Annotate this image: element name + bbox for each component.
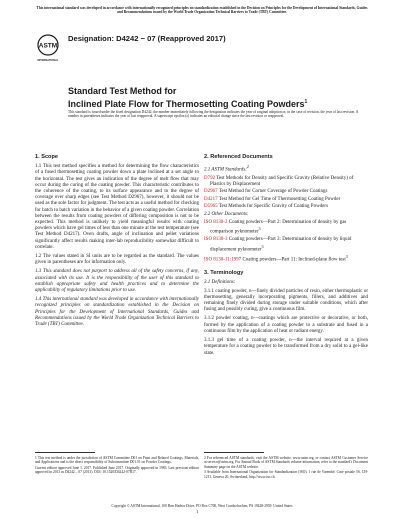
ref-mark: 3 bbox=[345, 254, 348, 260]
ref-iso-2[interactable] bbox=[204, 254, 368, 264]
ref-iso-0[interactable] bbox=[204, 220, 368, 236]
footnote-2: 2 For referenced ASTM standards, visit the ASTM website, www.astm.org, or contact ASTM Customer Service at service@astm.org. For Annual Book of ASTM Standards volume information, refer to the standard's Document Summary page on the ASTM website. bbox=[204, 456, 368, 469]
definition-powder-coating: 3.1.2 powder coating, n—coatings which are protective or decorative, or both, formed by the application of a coating powder to a substrate and fused in a continuous film by the application of heat or radiant energy. bbox=[204, 316, 368, 334]
ref-text: Test Methods for Specific Gravity of Coating Powders bbox=[218, 203, 329, 209]
logo-text: ASTM bbox=[38, 42, 58, 50]
ref-code[interactable]: ISO 8130-3 bbox=[204, 237, 228, 243]
definition-coating-powder: 3.1.1 coating powder, n—finely divided particles of resin, either thermoplastic or thermosetting, generally incorporating pigments, fillers, and additives and remaining finely divided during storage under suitable conditions, which after fusing and possibly curing, give a continuous film. bbox=[204, 288, 368, 313]
ref-text: Test Methods for Density and Specific Gravity (Relative Density) of Plastics by Displacement bbox=[210, 176, 354, 188]
scope-1-1: 1.1 This test method specifies a method for determining the flow characteristics of a fused thermosetting coating powder down a plate inclined at a set angle to the horizontal. The test gives an indication of the degree of melt flow that may occur during the curing of the coating powder. This characteristic contributes to the coherence of the coating, to its surface appearance and to the degree of coverage over sharp edges (see Test Method D2967), however, it should not be used as the sole factor for judgment. The test acts as a useful method for checking for batch to batch variation in the behavior of a given coating powder. Correlation between the results from coating powders of differing composition is not to be expected. This method is unlikely to yield meaningful results with coating powders which have gel times of less than one minute at the test temperature (see Test Method D4217). Oven drafts, angle of inclination and pellet variations significantly affect results making inter-lab reproducibility somewhat difficult to correlate. bbox=[35, 164, 199, 250]
ref-mark: 3 bbox=[261, 243, 264, 249]
left-column bbox=[35, 154, 199, 331]
ref-text: Coating powders—Part 3: Determination of density by liquid displacement pyknometer bbox=[210, 237, 352, 253]
copyright-line: Copyright © ASTM International, 100 Barr Harbor Drive, PO Box C700, West Conshohocken, PA 19428-2959. United States bbox=[111, 504, 293, 508]
title-line-2 bbox=[68, 97, 368, 110]
ref-text: Test Method for Gel Time of Thermosetting Coating Powder bbox=[218, 196, 341, 202]
footnote-rule-left bbox=[35, 452, 95, 453]
ref-text: Coating powders—Part 2: Determination of density by gas comparison pyknometer bbox=[210, 220, 347, 236]
ref-code[interactable]: ISO 8130-11:1997 bbox=[204, 258, 242, 264]
terminology-heading: 3. Terminology bbox=[204, 270, 244, 277]
ref-code[interactable]: D2967 bbox=[204, 189, 218, 195]
ref-code[interactable]: D792 bbox=[204, 176, 216, 182]
references-heading: 2. Referenced Documents bbox=[204, 154, 273, 160]
definition-gel-time: 3.1.3 gel time of a coating powder, n—the interval required at a given temperature for a coating powder to be transformed from a dry solid to a gel-like state. bbox=[204, 338, 368, 356]
issuance-note: This standard is issued under the fixed designation D4242; the number immediately following the designation indicates the year of original adoption or, in the case of revision, the year of last revision. A number in parentheses indicates the year of last reapproval. A superscript epsilon (ε) indicates an editorial change since the last revision or reapproval. bbox=[68, 110, 359, 119]
footnote-rule-right bbox=[204, 452, 264, 453]
scope-1-3: 1.3 This standard does not purport to address all of the safety concerns, if any, associated with its use. It is the responsibility of the user of this standard to establish appropriate safety and health practices and to determine the applicability of regulatory limitations prior to use. bbox=[35, 269, 199, 294]
ref-text: Test Method for Corner Coverage of Powder Coatings bbox=[218, 189, 328, 195]
wto-notice: This international standard was developed in accordance with internationally recognized principles on standardization established in the Decision on Principles for the Development of International Standards, Guides and Recommendations issued by the World Trade Organization Technical Barriers to Trade (TBT) Committee. bbox=[36, 6, 368, 15]
astm-standards-label bbox=[204, 164, 368, 174]
footnote-edition: Current edition approved June 1, 2017. Published June 2017. Originally approved in 1983. Last previous edition approved in 2013 as D4242 – 07 (2013). DOI: 10.1520/D4242-07R17. bbox=[35, 466, 199, 475]
right-column bbox=[204, 154, 368, 360]
astm-logo bbox=[36, 34, 60, 64]
scope-1-4: 1.4 This international standard was developed in accordance with internationally recognized principles on standardization established in the Decision on Principles for the Development of International Standards, Guides and Recommendations issued by the World Trade Organization Technical Barriers to Trade (TBT) Committee. bbox=[35, 297, 199, 328]
ref-astm-0[interactable] bbox=[204, 176, 368, 188]
astm-standards-mark: 2 bbox=[246, 164, 249, 170]
ref-iso-1[interactable] bbox=[204, 237, 368, 253]
footnotes-right bbox=[204, 456, 368, 480]
designation: Designation: D4242 − 07 (Reapproved 2017) bbox=[68, 34, 226, 43]
footnote-1: 1 This test method is under the jurisdiction of ASTM Committee D01 on Paint and Related Coatings, Materials, and Applications and is the direct responsibility of Subcommittee D01.51 on Powder Coatings. bbox=[35, 456, 199, 465]
ref-astm-1[interactable] bbox=[204, 189, 368, 195]
ref-astm-2[interactable] bbox=[204, 197, 368, 203]
document-title bbox=[68, 86, 368, 110]
ref-code[interactable]: D5965 bbox=[204, 203, 218, 209]
title-line-2-text: Inclined Plate Flow for Thermosetting Coating Powders bbox=[68, 99, 305, 109]
ref-mark: 3 bbox=[258, 226, 261, 232]
footnotes-left bbox=[35, 456, 199, 476]
ref-code[interactable]: ISO 8130-2 bbox=[204, 220, 228, 226]
scope-1-2: 1.2 The values stated in SI units are to be regarded as the standard. The values given in parentheses are for information only. bbox=[35, 254, 199, 266]
ref-text: Coating powders—Part 11: Inclined-plane flow test bbox=[242, 258, 346, 264]
title-line-1: Standard Test Method for bbox=[68, 86, 177, 96]
ref-code[interactable]: D4217 bbox=[204, 196, 218, 202]
scope-heading: 1. Scope bbox=[35, 154, 59, 160]
title-footnote-mark: 1 bbox=[304, 99, 308, 105]
astm-standards-label-text: 2.1 ASTM Standards: bbox=[204, 167, 247, 173]
logo-subtext: INTERNATIONAL bbox=[37, 59, 59, 62]
other-documents-label: 2.2 Other Documents: bbox=[204, 212, 249, 218]
definitions-label: 3.1 Definitions: bbox=[204, 280, 236, 286]
ref-astm-3[interactable] bbox=[204, 204, 368, 210]
footnote-3: 3 Available from International Organization for Standardization (ISO), 1 rue de Varembé, Case postale 56, CH-1211, Geneva 20, Switzerland, http://www.iso.ch. bbox=[204, 470, 368, 479]
page-number: 1 bbox=[196, 509, 199, 514]
